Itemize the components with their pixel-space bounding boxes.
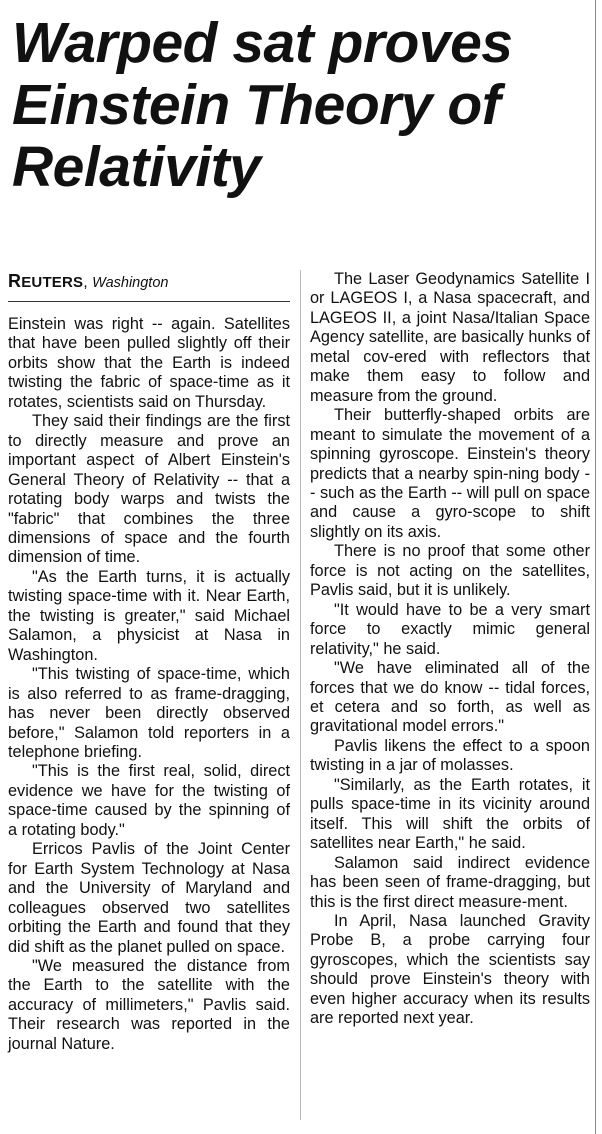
byline-agency-rest: EUTERS (21, 274, 84, 291)
paragraph: "It would have to be a very smart force to exactly mimic general relativity," he said. (310, 600, 590, 658)
paragraph: Their butterfly-shaped orbits are meant to simulate the movement of a spinning gyroscope. Einstein's theory predicts that a nearby spin-ning body -- such as the Earth -- will pull on space and cause a gyro-scope to shift slightly on its axis. (310, 406, 590, 541)
paragraph: "We have eliminated all of the forces that we do know -- tidal forces, et cetera and so forth, as well as gravitational model errors." (310, 659, 590, 736)
paragraph: The Laser Geodynamics Satellite I or LAGEOS I, a Nasa spacecraft, and LAGEOS II, a joint Nasa/Italian Space Agency satellite, are basically hunks of metal cov-ered with reflectors that make them easy to follow and measure from the ground. (310, 270, 590, 405)
byline-separator: , (83, 274, 88, 291)
headline: Warped sat proves Einstein Theory of Relativity (12, 11, 513, 199)
paragraph: "We measured the distance from the Earth to the satellite with the accuracy of millimeters," Pavlis said. Their research was reported in the journal Nature. (8, 956, 290, 1053)
paragraph: Salamon said indirect evidence has been seen of frame-dragging, but this is the first direct measure-ment. (310, 853, 590, 911)
paragraph: In April, Nasa launched Gravity Probe B, a probe carrying four gyroscopes, which the scientists say should prove Einstein's theory with even higher accuracy when its results are reported next year. (310, 911, 590, 1028)
paragraph: "As the Earth turns, it is actually twisting space-time with it. Near Earth, the twisting is greater," said Michael Salamon, a physicist at Nasa in Washington. (8, 567, 290, 664)
paragraph: "This is the first real, solid, direct evidence we have for the twisting of space-time caused by the spinning of a rotating body." (8, 762, 290, 839)
paragraph: They said their findings are the first to directly measure and prove an important aspect of Albert Einstein's General Theory of Relativity -- that a rotating body warps and twists the "fabric" that combines the three dimensions of space and the fourth dimension of time. (8, 412, 290, 567)
paragraph: Erricos Pavlis of the Joint Center for Earth System Technology at Nasa and the University of Maryland and colleagues observed two satellites orbiting the Earth and found that they did shift as the planet pulled on space. (8, 840, 290, 956)
byline (8, 270, 290, 302)
right-column (310, 270, 590, 1029)
byline-agency-initial: R (8, 271, 22, 291)
paragraph: There is no proof that some other force is not acting on the satellites, Pavlis said, but it is unlikely. (310, 542, 590, 600)
page-edge-rule (595, 0, 596, 1134)
byline-place: Washington (92, 275, 169, 291)
left-column (8, 270, 290, 1054)
paragraph: Pavlis likens the effect to a spoon twisting in a jar of molasses. (310, 736, 590, 775)
column-divider (300, 270, 301, 1120)
paragraph: "Similarly, as the Earth rotates, it pulls space-time in its vicinity around itself. This will shift the orbits of satellites near Earth," he said. (310, 775, 590, 853)
paragraph: Einstein was right -- again. Satellites that have been pulled slightly off their orbits show that the Earth is indeed twisting the fabric of space-time as it rotates, scientists said on Thursday. (8, 315, 290, 411)
paragraph: "This twisting of space-time, which is also referred to as frame-dragging, has never been directly observed before," Salamon told reporters in a telephone briefing. (8, 665, 290, 761)
byline-agency (8, 271, 84, 291)
